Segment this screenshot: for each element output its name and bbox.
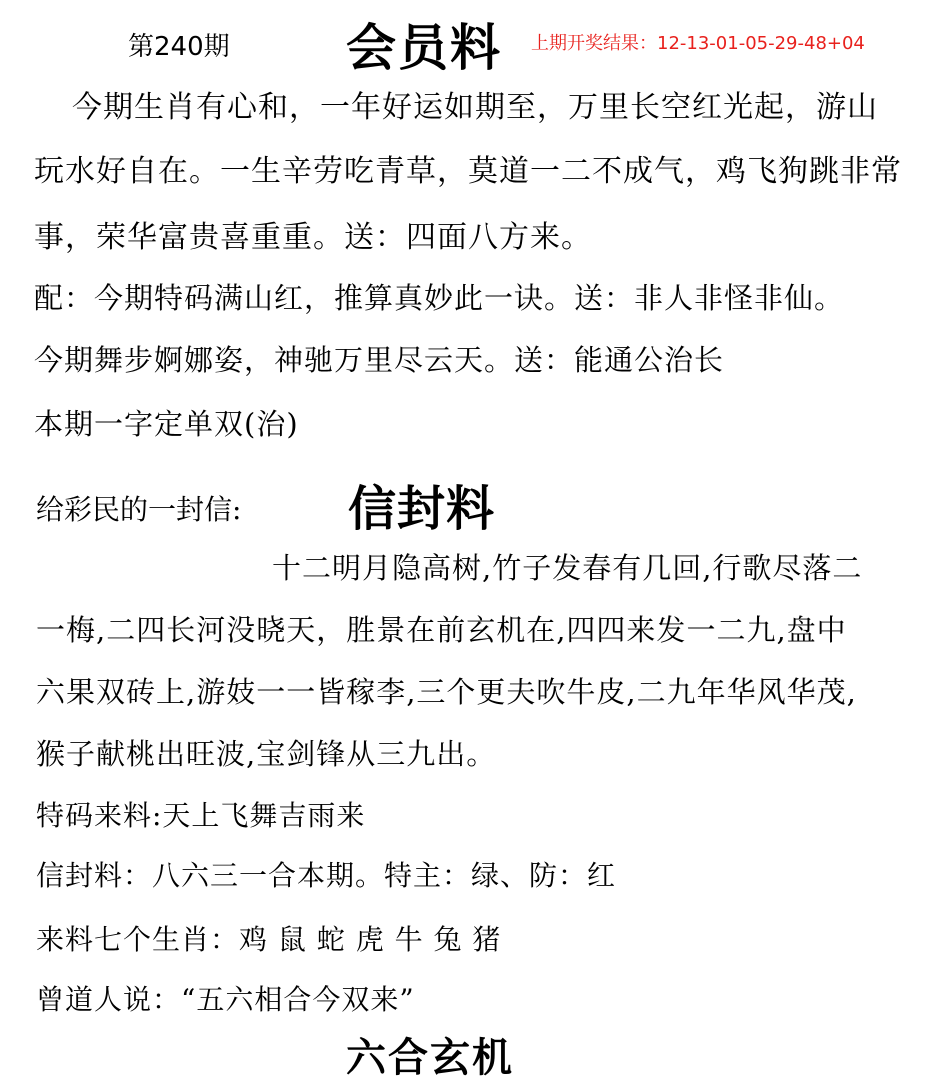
member-line-3: 事，荣华富贵喜重重。送：四面八方来。 <box>34 220 592 255</box>
member-line-2: 玩水好自在。一生辛劳吃青草，莫道一二不成气，鸡飞狗跳非常 <box>34 154 902 189</box>
footer-title: 六合玄机 <box>346 1034 514 1081</box>
member-line-1: 今期生肖有心和，一年好运如期至，万里长空红光起，游山 <box>72 90 878 125</box>
member-title: 会员料 <box>346 18 502 77</box>
letter-line-6: 信封料：八六三一合本期。特主：绿、防：红 <box>36 859 617 892</box>
previous-result: 上期开奖结果：12-13-01-05-29-48+04 <box>531 33 865 54</box>
issue-number: 第240期 <box>128 32 230 62</box>
member-line-4: 配：今期特码满山红，推算真妙此一诀。送：非人非怪非仙。 <box>34 281 845 315</box>
letter-intro: 给彩民的一封信: <box>36 493 242 526</box>
member-line-5: 今期舞步婀娜姿，神驰万里尽云天。送：能通公治长 <box>34 343 725 377</box>
letter-line-5: 特码来料:天上飞舞吉雨来 <box>36 799 366 832</box>
member-line-6: 本期一字定单双(治) <box>34 407 299 441</box>
letter-line-2: 一梅,二四长河没晓天，胜景在前玄机在,四四来发一二九,盘中 <box>36 613 847 647</box>
letter-line-7: 来料七个生肖：鸡 鼠 蛇 虎 牛 兔 猪 <box>36 923 502 956</box>
letter-line-8: 曾道人说：“五六相合今双来” <box>36 983 415 1016</box>
letter-title: 信封料 <box>348 481 496 537</box>
letter-line-3: 六果双砖上,游妓一一皆稼李,三个更夫吹牛皮,二九年华风华茂, <box>36 675 857 709</box>
letter-line-1: 十二明月隐高树,竹子发春有几回,行歌尽落二 <box>272 551 863 585</box>
letter-line-4: 猴子献桃出旺波,宝剑锋从三九出。 <box>36 737 497 771</box>
